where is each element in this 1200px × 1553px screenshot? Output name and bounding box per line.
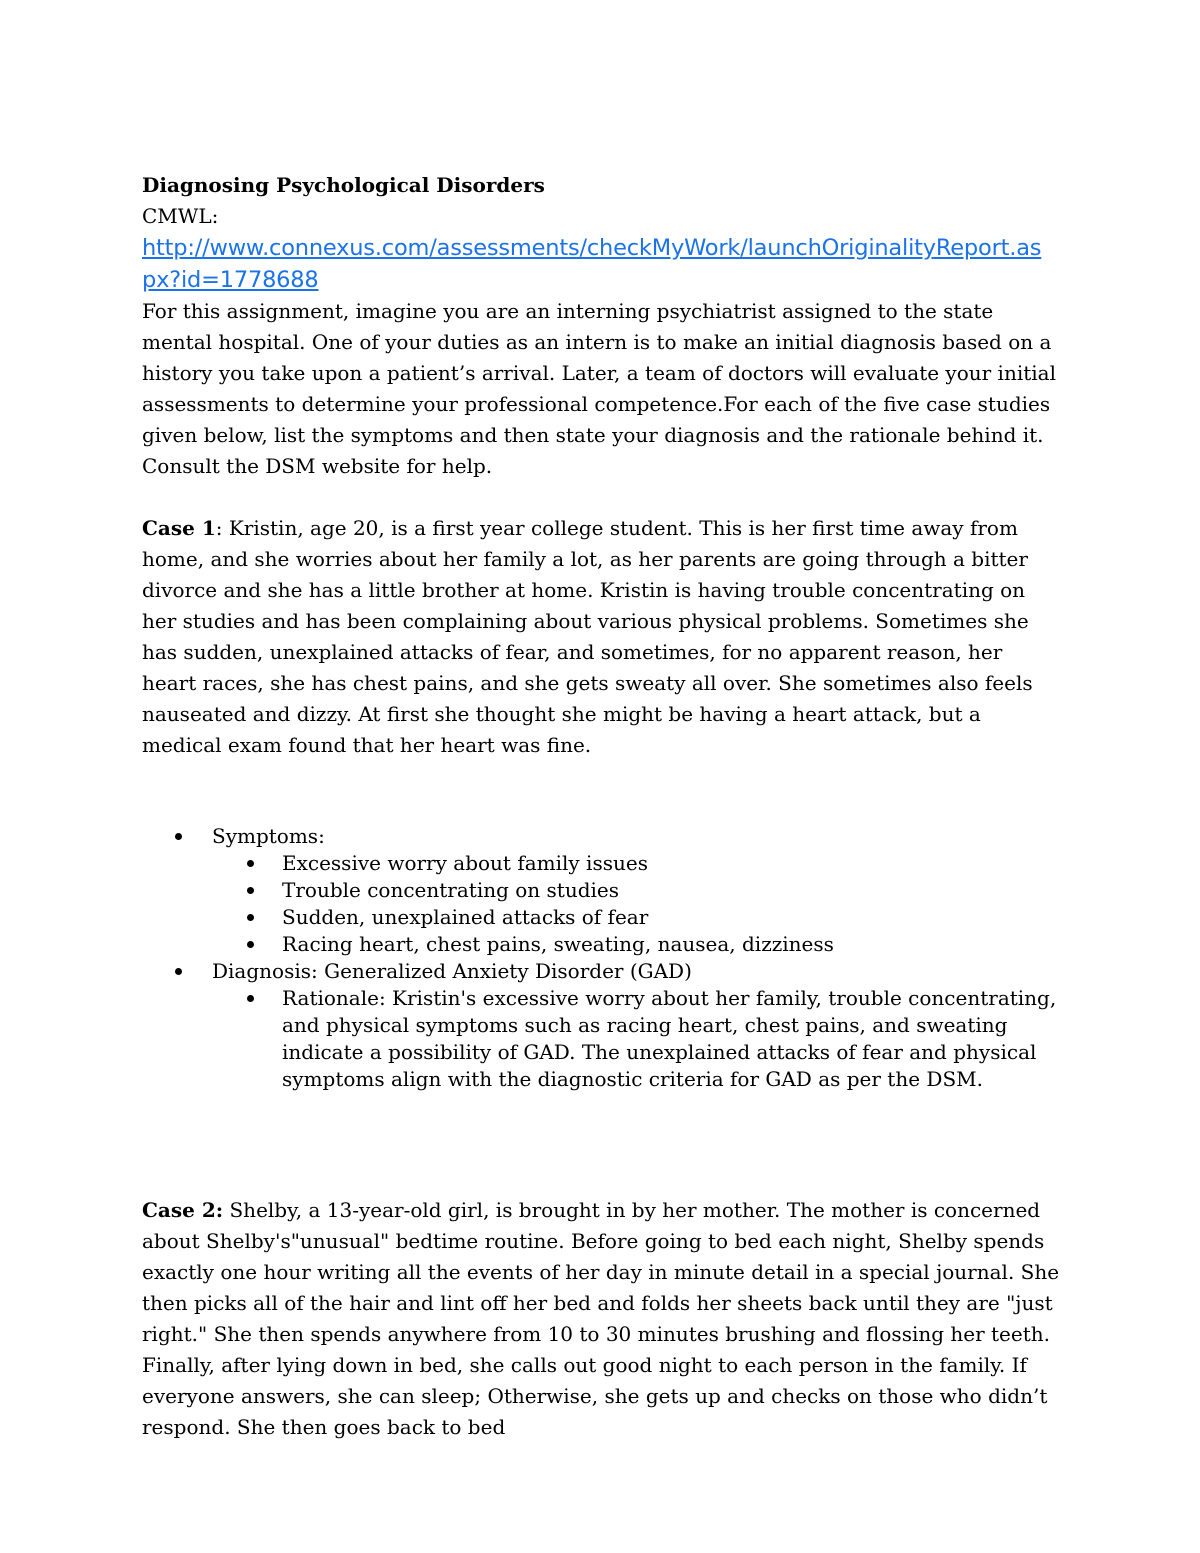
- bullet-icon: [247, 914, 254, 921]
- bullet-icon: [247, 941, 254, 948]
- list-item: [282, 931, 1062, 958]
- document-title: Diagnosing Psychological Disorders: [142, 173, 545, 197]
- bullet-icon: [247, 887, 254, 894]
- document-page: [142, 170, 1062, 1443]
- case1-analysis-list: [142, 823, 1062, 1093]
- case2-heading: Case 2:: [142, 1198, 224, 1222]
- spacer: [142, 1093, 1062, 1195]
- bullet-icon: [175, 833, 182, 840]
- symptom-text: Trouble concentrating on studies: [282, 878, 620, 902]
- spacer: [142, 761, 1062, 823]
- symptoms-sublist: [212, 850, 1062, 958]
- list-item: [282, 877, 1062, 904]
- rationale-sublist: [212, 985, 1062, 1093]
- case1-heading: Case 1: [142, 516, 216, 540]
- symptoms-label: Symptoms:: [212, 824, 325, 848]
- symptom-text: Excessive worry about family issues: [282, 851, 648, 875]
- case2-paragraph: [142, 1195, 1062, 1443]
- bullet-icon: [175, 968, 182, 975]
- diagnosis-text: Diagnosis: Generalized Anxiety Disorder (GAD): [212, 959, 692, 983]
- symptom-text: Racing heart, chest pains, sweating, nausea, dizziness: [282, 932, 834, 956]
- list-item: [282, 985, 1062, 1093]
- bullet-icon: [247, 995, 254, 1002]
- spacer: [142, 482, 1062, 513]
- symptom-text: Sudden, unexplained attacks of fear: [282, 905, 649, 929]
- cmwl-label: CMWL:: [142, 204, 219, 228]
- diagnosis-list-item: [212, 958, 1062, 1093]
- case1-text: : Kristin, age 20, is a first year college student. This is her first time away from home, and she worries about her family a lot, as her parents are going through a bitter divorce and she has a little brother at home. Kristin is having trouble concentrating on her studies and has been complaining about various physical problems. Sometimes she has sudden, unexplained attacks of fear, and sometimes, for no apparent reason, her heart races, she has chest pains, and she gets sweaty all over. She sometimes also feels nauseated and dizzy. At first she thought she might be having a heart attack, but a medical exam found that her heart was fine.: [142, 516, 1033, 757]
- list-item: [282, 850, 1062, 877]
- bullet-icon: [247, 860, 254, 867]
- case1-paragraph: [142, 513, 1062, 761]
- intro-paragraph: For this assignment, imagine you are an interning psychiatrist assigned to the state mental hospital. One of your duties as an intern is to make an initial diagnosis based on a history you take upon a patient’s arrival. Later, a team of doctors will evaluate your initial assessments to determine your professional competence.For each of the five case studies given below, list the symptoms and then state your diagnosis and the rationale behind it. Consult the DSM website for help.: [142, 299, 1056, 478]
- rationale-text: Rationale: Kristin's excessive worry about her family, trouble concentrating, and physical symptoms such as racing heart, chest pains, and sweating indicate a possibility of GAD. The unexplained attacks of fear and physical symptoms align with the diagnostic criteria for GAD as per the DSM.: [282, 986, 1057, 1091]
- case2-text: Shelby, a 13-year-old girl, is brought in by her mother. The mother is concerned about Shelby's"unusual" bedtime routine. Before going to bed each night, Shelby spends exactly one hour writing all the events of her day in minute detail in a special journal. She then picks all of the hair and lint off her bed and folds her sheets back until they are "just right." She then spends anywhere from 10 to 30 minutes brushing and flossing her teeth. Finally, after lying down in bed, she calls out good night to each person in the family. If everyone answers, she can sleep; Otherwise, she gets up and checks on those who didn’t respond. She then goes back to bed: [142, 1198, 1060, 1439]
- originality-report-link[interactable]: http://www.connexus.com/assessments/checkMyWork/launchOriginalityReport.aspx?id=1778688: [142, 235, 1042, 293]
- list-item: [282, 904, 1062, 931]
- symptoms-list-item: [212, 823, 1062, 958]
